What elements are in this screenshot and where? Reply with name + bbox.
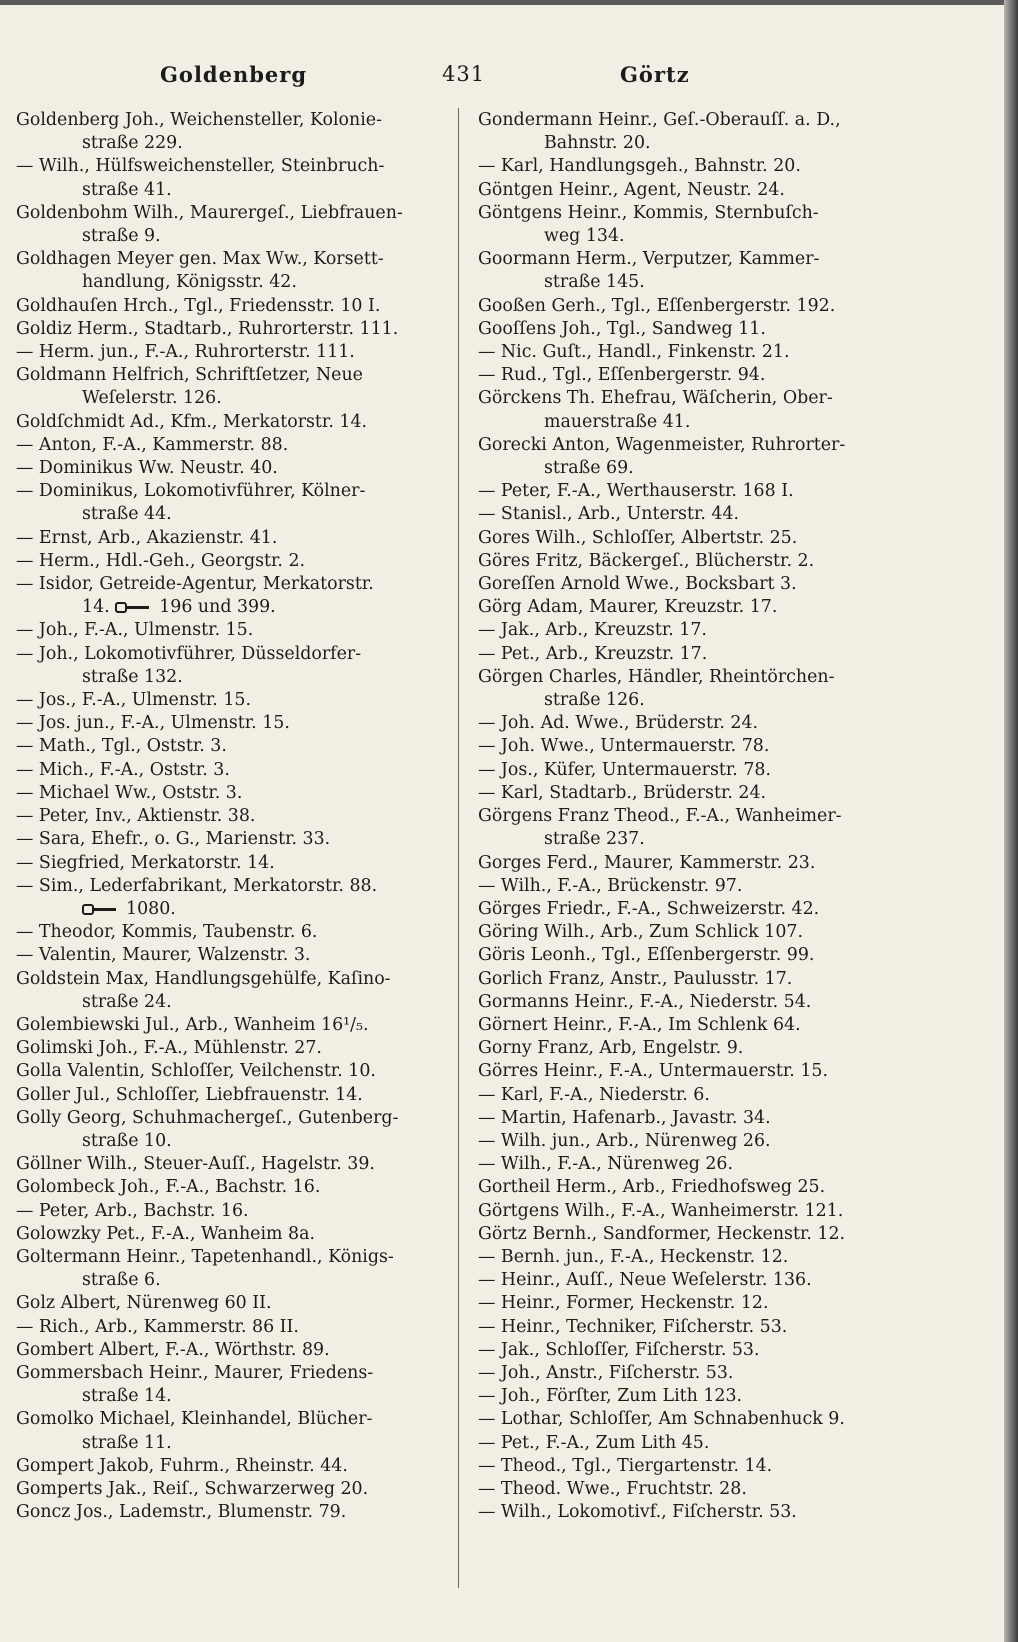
entry-text: — Dominikus, Lokomotivführer, Kölner- xyxy=(16,481,366,502)
left-column xyxy=(16,109,454,1524)
directory-entry xyxy=(478,782,916,805)
entry-text: — Karl, F.-A., Niederstr. 6. xyxy=(478,1084,710,1105)
entry-text: Goller Jul., Schloſſer, Liebfrauenstr. 14. xyxy=(16,1084,363,1105)
directory-entry xyxy=(16,295,454,318)
directory-entry xyxy=(478,341,916,364)
directory-entry xyxy=(478,1385,916,1408)
entry-text: — Jos. jun., F.-A., Ulmenstr. 15. xyxy=(16,713,290,734)
directory-entry xyxy=(478,1060,916,1083)
entry-text: — Peter, F.-A., Werthauserstr. 168 I. xyxy=(478,481,794,502)
entry-text: — Joh. Wwe., Untermauerstr. 78. xyxy=(478,736,770,757)
entry-text: — Martin, Hafenarb., Javastr. 34. xyxy=(478,1107,771,1128)
entry-text: Görgens Franz Theod., F.-A., Wanheimer- xyxy=(478,806,842,827)
entry-text: — Jos., Küfer, Untermauerstr. 78. xyxy=(478,759,772,780)
directory-entry xyxy=(478,1084,916,1107)
entry-text: — Theodor, Kommis, Taubenstr. 6. xyxy=(16,922,318,943)
directory-entry xyxy=(16,1107,454,1153)
entry-text: — Michael Ww., Oststr. 3. xyxy=(16,782,243,803)
entry-text: Goreſſen Arnold Wwe., Bocksbart 3. xyxy=(478,574,797,595)
right-column xyxy=(478,109,916,1524)
entry-text: — Dominikus Ww. Neustr. 40. xyxy=(16,458,278,479)
entry-continuation xyxy=(16,271,454,294)
entry-text: — Pet., Arb., Kreuzstr. 17. xyxy=(478,643,708,664)
entry-text: Golz Albert, Nürenweg 60 II. xyxy=(16,1293,272,1314)
entry-text: Goldenberg Joh., Weichensteller, Kolonie- xyxy=(16,110,382,130)
entry-text: Görges Friedr., F.-A., Schweizerstr. 42. xyxy=(478,898,820,919)
entry-continuation xyxy=(478,411,916,434)
continuation-text: straße 145. xyxy=(544,272,645,293)
entry-text: — Joh., Förſter, Zum Lith 123. xyxy=(478,1386,743,1407)
directory-entry xyxy=(478,1107,916,1130)
entry-text: — Karl, Stadtarb., Brüderstr. 24. xyxy=(478,782,767,803)
entry-text: — Sara, Ehefr., o. G., Marienstr. 33. xyxy=(16,829,331,850)
directory-entry xyxy=(478,1037,916,1060)
entry-text: — Herm. jun., F.-A., Ruhrorterstr. 111. xyxy=(16,342,355,363)
entry-text: Golla Valentin, Schloſſer, Veilchenstr. 10. xyxy=(16,1061,376,1082)
directory-entry xyxy=(16,1153,454,1176)
entry-text: Gombert Albert, F.-A., Wörthstr. 89. xyxy=(16,1339,330,1360)
directory-entry xyxy=(16,944,454,967)
continuation-text: Bahnstr. 20. xyxy=(544,133,651,154)
directory-entry xyxy=(478,1176,916,1199)
entry-text: Göres Fritz, Bäckergeſ., Blücherstr. 2. xyxy=(478,550,815,571)
directory-entry xyxy=(478,1153,916,1176)
entry-continuation xyxy=(478,271,916,294)
directory-entry xyxy=(16,155,454,201)
directory-entry xyxy=(16,1501,454,1524)
entry-text: Görgen Charles, Händler, Rheintörchen- xyxy=(478,666,835,687)
directory-entry xyxy=(478,179,916,202)
continuation-text: straße 132. xyxy=(82,666,183,687)
entry-text: Görres Heinr., F.-A., Untermauerstr. 15. xyxy=(478,1061,828,1082)
directory-entry xyxy=(478,805,916,851)
entry-text: Göntgens Heinr., Kommis, Sternbuſch- xyxy=(478,202,819,223)
entry-text: Gommersbach Heinr., Maurer, Friedens- xyxy=(16,1362,374,1383)
entry-text: Gormanns Heinr., F.-A., Niederstr. 54. xyxy=(478,991,812,1012)
continuation-text: straße 9. xyxy=(82,226,161,247)
directory-entry xyxy=(16,480,454,526)
entry-continuation xyxy=(16,1130,454,1153)
directory-entry xyxy=(16,341,454,364)
entry-text: Goldenbohm Wilh., Maurergeſ., Liebfrauen- xyxy=(16,202,403,223)
entry-text: — Jak., Schloſſer, Fiſcherstr. 53. xyxy=(478,1339,760,1360)
entry-text: — Stanisl., Arb., Unterstr. 44. xyxy=(478,504,740,525)
continuation-text: weg 134. xyxy=(544,226,625,247)
header-first-entry: Goldenberg xyxy=(160,62,308,87)
directory-entry xyxy=(16,643,454,689)
directory-entry xyxy=(16,1478,454,1501)
directory-entry xyxy=(478,527,916,550)
entry-text: Goncz Jos., Lademstr., Blumenstr. 79. xyxy=(16,1502,347,1523)
top-border xyxy=(0,0,1004,5)
directory-entry xyxy=(16,875,454,921)
entry-text: — Joh., F.-A., Ulmenstr. 15. xyxy=(16,620,254,641)
entry-text: — Herm., Hdl.-Geh., Georgstr. 2. xyxy=(16,550,306,571)
directory-entry xyxy=(478,1339,916,1362)
directory-entry xyxy=(478,875,916,898)
entry-text: — Rich., Arb., Kammerstr. 86 II. xyxy=(16,1316,299,1337)
entry-text: — Lothar, Schloſſer, Am Schnabenhuck 9. xyxy=(478,1409,845,1430)
entry-text: — Joh., Anstr., Fiſcherstr. 53. xyxy=(478,1362,734,1383)
continuation-text: straße 229. xyxy=(82,133,183,154)
directory-entry xyxy=(16,805,454,828)
entry-text: Goldiz Herm., Stadtarb., Ruhrorterstr. 111. xyxy=(16,318,399,339)
entry-text: Görnert Heinr., F.-A., Im Schlenk 64. xyxy=(478,1014,801,1035)
continuation-text: straße 24. xyxy=(82,991,172,1012)
entry-continuation xyxy=(16,503,454,526)
entry-text: Gorlich Franz, Anstr., Paulusstr. 17. xyxy=(478,968,793,989)
entry-text: Gortheil Herm., Arb., Friedhofsweg 25. xyxy=(478,1177,826,1198)
directory-entry xyxy=(16,759,454,782)
entry-text: — Theod., Tgl., Tiergartenstr. 14. xyxy=(478,1455,773,1476)
directory-entry xyxy=(16,109,454,155)
directory-entry xyxy=(16,248,454,294)
directory-entry xyxy=(478,944,916,967)
directory-entry xyxy=(16,1223,454,1246)
directory-entry xyxy=(16,1408,454,1454)
entry-continuation xyxy=(16,666,454,689)
continuation-text: 14. xyxy=(82,597,110,618)
directory-entry xyxy=(16,527,454,550)
entry-continuation xyxy=(16,596,454,619)
directory-entry xyxy=(478,1223,916,1246)
entry-text: — Wilh., Hülfsweichensteller, Steinbruch- xyxy=(16,156,385,177)
directory-entry xyxy=(478,1408,916,1431)
directory-entry xyxy=(478,1014,916,1037)
entry-text: Golimski Joh., F.-A., Mühlenstr. 27. xyxy=(16,1038,322,1059)
entry-text: Goormann Herm., Verputzer, Kammer- xyxy=(478,249,820,270)
column-divider xyxy=(458,108,459,1588)
entry-text: Göntgen Heinr., Agent, Neustr. 24. xyxy=(478,179,785,200)
directory-entry xyxy=(16,1362,454,1408)
directory-entry xyxy=(16,619,454,642)
entry-text: Goldhauſen Hrch., Tgl., Friedensstr. 10 I. xyxy=(16,295,381,316)
entry-text: — Siegfried, Merkatorstr. 14. xyxy=(16,852,275,873)
entry-text: — Joh., Lokomotivführer, Düsseldorfer- xyxy=(16,643,362,664)
directory-entry xyxy=(478,759,916,782)
page-header xyxy=(0,62,1004,94)
entry-text: — Jos., F.-A., Ulmenstr. 15. xyxy=(16,690,252,711)
continuation-text: straße 10. xyxy=(82,1130,172,1151)
entry-text: — Wilh. jun., Arb., Nürenweg 26. xyxy=(478,1130,771,1151)
directory-entry xyxy=(16,1200,454,1223)
entry-continuation xyxy=(16,898,454,921)
entry-text: Gores Wilh., Schloſſer, Albertstr. 25. xyxy=(478,527,798,548)
entry-text: Görtz Bernh., Sandformer, Heckenstr. 12. xyxy=(478,1223,846,1244)
directory-entry xyxy=(16,735,454,758)
entry-text: — Heinr., Former, Heckenstr. 12. xyxy=(478,1293,769,1314)
directory-entry xyxy=(16,828,454,851)
directory-entry xyxy=(478,202,916,248)
entry-text: Gooßen Gerh., Tgl., Eſſenbergerstr. 192. xyxy=(478,295,836,316)
directory-entry xyxy=(478,1269,916,1292)
entry-text: — Wilh., F.-A., Brückenstr. 97. xyxy=(478,875,743,896)
directory-entry xyxy=(478,921,916,944)
directory-entry xyxy=(16,1084,454,1107)
directory-entry xyxy=(16,1292,454,1315)
directory-entry xyxy=(478,550,916,573)
directory-entry xyxy=(478,434,916,480)
entry-text: — Valentin, Maurer, Walzenstr. 3. xyxy=(16,945,311,966)
continuation-text: straße 44. xyxy=(82,504,172,525)
entry-text: Görtgens Wilh., F.-A., Wanheimerstr. 121. xyxy=(478,1200,844,1221)
directory-entry xyxy=(478,596,916,619)
entry-text: Gomperts Jak., Reiſ., Schwarzerweg 20. xyxy=(16,1478,369,1499)
entry-text: Goltermann Heinr., Tapetenhandl., Königs- xyxy=(16,1246,394,1267)
continuation-text: straße 11. xyxy=(82,1432,172,1453)
continuation-text: straße 14. xyxy=(82,1386,172,1407)
directory-entry xyxy=(478,364,916,387)
directory-entry xyxy=(478,1246,916,1269)
entry-text: Gorges Ferd., Maurer, Kammerstr. 23. xyxy=(478,852,816,873)
entry-text: Gorny Franz, Arb, Engelstr. 9. xyxy=(478,1038,744,1059)
entry-continuation xyxy=(478,689,916,712)
directory-entry xyxy=(16,411,454,434)
directory-entry xyxy=(16,202,454,248)
entry-continuation xyxy=(478,132,916,155)
entry-text: — Heinr., Auſſ., Neue Weſelerstr. 136. xyxy=(478,1270,812,1291)
entry-text: Gorecki Anton, Wagenmeister, Ruhrorter- xyxy=(478,434,846,455)
entry-text: — Wilh., Lokomotivf., Fiſcherstr. 53. xyxy=(478,1502,797,1523)
entry-continuation xyxy=(16,179,454,202)
entry-text: Golembiewski Jul., Arb., Wanheim 16¹/₅. xyxy=(16,1014,369,1035)
entry-text: — Jak., Arb., Kreuzstr. 17. xyxy=(478,620,707,641)
entry-text: — Peter, Inv., Aktienstr. 38. xyxy=(16,806,256,827)
directory-entry xyxy=(478,619,916,642)
directory-entry xyxy=(16,1060,454,1083)
entry-text: — Isidor, Getreide-Agentur, Merkatorstr. xyxy=(16,574,374,595)
directory-entry xyxy=(478,1200,916,1223)
entry-continuation xyxy=(16,1432,454,1455)
directory-entry xyxy=(478,573,916,596)
entry-text: — Pet., F.-A., Zum Lith 45. xyxy=(478,1432,710,1453)
entry-text: Goldſchmidt Ad., Kfm., Merkatorstr. 14. xyxy=(16,411,368,432)
directory-entry xyxy=(478,1501,916,1524)
entry-text: Göring Wilh., Arb., Zum Schlick 107. xyxy=(478,922,803,943)
entry-text: Goldhagen Meyer gen. Max Ww., Korsett- xyxy=(16,249,384,270)
directory-entry xyxy=(16,318,454,341)
entry-text: Golowzky Pet., F.-A., Wanheim 8a. xyxy=(16,1223,315,1244)
entry-text: — Nic. Guſt., Handl., Finkenstr. 21. xyxy=(478,342,790,363)
entry-text: Gooſſens Joh., Tgl., Sandweg 11. xyxy=(478,318,766,339)
entry-text: Goldmann Helfrich, Schriftſetzer, Neue xyxy=(16,365,363,386)
directory-entry xyxy=(16,852,454,875)
directory-entry xyxy=(16,782,454,805)
directory-entry xyxy=(478,666,916,712)
entry-continuation xyxy=(478,457,916,480)
entry-text: Goldstein Max, Handlungsgehülfe, Kaſino- xyxy=(16,968,391,989)
entry-continuation xyxy=(16,991,454,1014)
continuation-text: straße 41. xyxy=(82,179,172,200)
continuation-text: Weſelerstr. 126. xyxy=(82,388,222,409)
entry-continuation xyxy=(16,387,454,410)
page-edge xyxy=(1004,0,1018,1642)
directory-entry xyxy=(478,1478,916,1501)
directory-entry xyxy=(478,1432,916,1455)
directory-entry xyxy=(16,968,454,1014)
entry-continuation xyxy=(478,828,916,851)
entry-text: — Heinr., Techniker, Fiſcherstr. 53. xyxy=(478,1316,788,1337)
entry-continuation xyxy=(16,225,454,248)
directory-entry xyxy=(478,1292,916,1315)
directory-entry xyxy=(478,318,916,341)
directory-entry xyxy=(478,295,916,318)
directory-entry xyxy=(16,364,454,410)
directory-entry xyxy=(478,991,916,1014)
directory-entry xyxy=(16,1037,454,1060)
continuation-text: mauerstraße 41. xyxy=(544,411,691,432)
directory-entry xyxy=(16,550,454,573)
header-last-entry: Görtz xyxy=(620,62,690,87)
entry-text: Golombeck Joh., F.-A., Bachstr. 16. xyxy=(16,1177,321,1198)
entry-text: Golly Georg, Schuhmachergeſ., Gutenberg- xyxy=(16,1107,399,1128)
directory-entry xyxy=(16,457,454,480)
entry-continuation xyxy=(16,1385,454,1408)
directory-entry xyxy=(16,1455,454,1478)
continuation-text: straße 126. xyxy=(544,690,645,711)
entry-text: — Peter, Arb., Bachstr. 16. xyxy=(16,1200,249,1221)
directory-entry xyxy=(16,573,454,619)
directory-entry xyxy=(16,921,454,944)
directory-entry xyxy=(478,1316,916,1339)
entry-text: — Mich., F.-A., Oststr. 3. xyxy=(16,759,230,780)
directory-entry xyxy=(478,1130,916,1153)
directory-entry xyxy=(478,643,916,666)
directory-entry xyxy=(478,712,916,735)
directory-entry xyxy=(16,1246,454,1292)
entry-text: Göllner Wilh., Steuer-Auſſ., Hagelstr. 39. xyxy=(16,1154,375,1175)
directory-entry xyxy=(478,968,916,991)
entry-text: — Sim., Lederfabrikant, Merkatorstr. 88. xyxy=(16,875,378,896)
directory-entry xyxy=(478,1455,916,1478)
directory-entry xyxy=(478,155,916,178)
directory-entry xyxy=(478,109,916,155)
continuation-text: handlung, Königsstr. 42. xyxy=(82,272,297,293)
directory-entry xyxy=(16,712,454,735)
entry-text: Görckens Th. Ehefrau, Wäſcherin, Ober- xyxy=(478,388,833,409)
entry-text: — Joh. Ad. Wwe., Brüderstr. 24. xyxy=(478,713,759,734)
directory-entry xyxy=(478,852,916,875)
entry-text: Gompert Jakob, Fuhrm., Rheinstr. 44. xyxy=(16,1455,348,1476)
entry-continuation xyxy=(16,132,454,155)
directory-entry xyxy=(478,735,916,758)
entry-text: Gomolko Michael, Kleinhandel, Blücher- xyxy=(16,1409,373,1430)
entry-text: — Math., Tgl., Oststr. 3. xyxy=(16,736,227,757)
directory-entry xyxy=(478,898,916,921)
entry-text: Göris Leonh., Tgl., Eſſenbergerstr. 99. xyxy=(478,945,815,966)
directory-entry xyxy=(16,1339,454,1362)
directory-entry xyxy=(478,387,916,433)
entry-text: — Wilh., F.-A., Nürenweg 26. xyxy=(478,1154,734,1175)
directory-entry xyxy=(16,434,454,457)
entry-continuation xyxy=(16,1269,454,1292)
directory-entry xyxy=(16,1316,454,1339)
entry-text: Görg Adam, Maurer, Kreuzstr. 17. xyxy=(478,597,778,618)
telephone-number: 1080. xyxy=(126,898,176,919)
directory-entry xyxy=(478,248,916,294)
entry-text: — Rud., Tgl., Eſſenbergerstr. 94. xyxy=(478,365,766,386)
directory-entry xyxy=(16,1014,454,1037)
continuation-text: straße 6. xyxy=(82,1270,161,1291)
entry-text: — Theod. Wwe., Fruchtstr. 28. xyxy=(478,1478,747,1499)
telephone-icon xyxy=(115,601,151,614)
entry-text: — Karl, Handlungsgeh., Bahnstr. 20. xyxy=(478,156,801,177)
telephone-number: 196 und 399. xyxy=(159,597,276,618)
directory-entry xyxy=(16,1176,454,1199)
entry-text: — Bernh. jun., F.-A., Heckenstr. 12. xyxy=(478,1246,789,1267)
telephone-icon xyxy=(82,903,118,916)
entry-text: — Ernst, Arb., Akazienstr. 41. xyxy=(16,527,278,548)
continuation-text: straße 69. xyxy=(544,458,634,479)
directory-entry xyxy=(16,689,454,712)
directory-entry xyxy=(478,1362,916,1385)
directory-entry xyxy=(478,503,916,526)
entry-text: Gondermann Heinr., Geſ.-Oberauſſ. a. D., xyxy=(478,110,841,130)
continuation-text: straße 237. xyxy=(544,829,645,850)
entry-text: — Anton, F.-A., Kammerstr. 88. xyxy=(16,434,289,455)
entry-continuation xyxy=(478,225,916,248)
page-number: 431 xyxy=(442,62,486,86)
directory-entry xyxy=(478,480,916,503)
